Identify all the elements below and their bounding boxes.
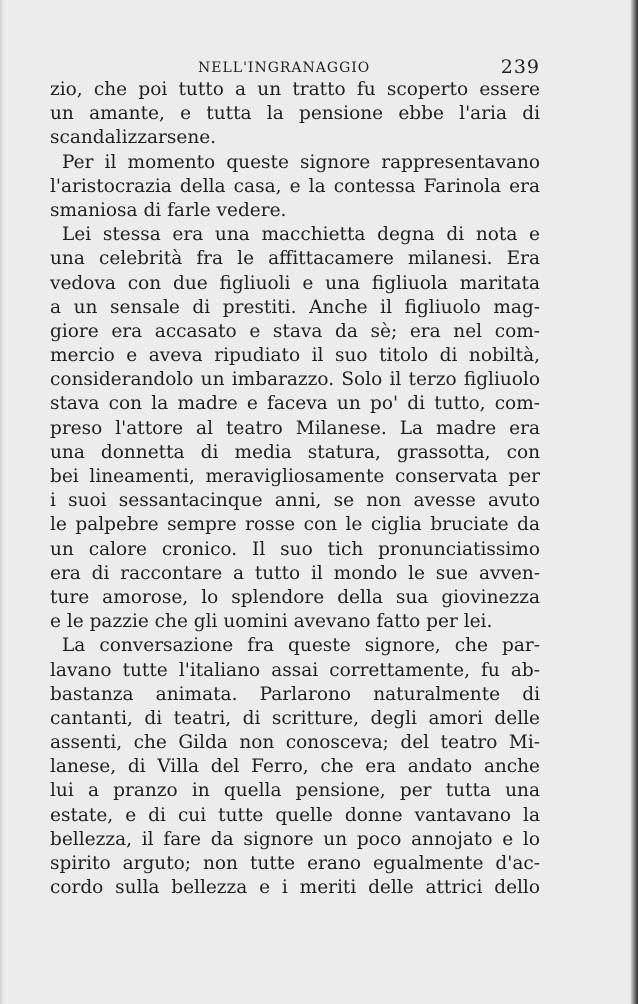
text-line: una celebrità fra le affittacamere milanesi. Era: [50, 248, 540, 270]
text-line: estate, e di cui tutte quelle donne vantavano la: [50, 804, 540, 826]
text-line: una donnetta di media statura, grassotta, con: [50, 441, 540, 463]
text-line: zio, che poi tutto a un tratto fu scoperto essere: [50, 79, 540, 100]
text-line: le palpebre sempre rosse con le ciglia bruciate da: [50, 514, 540, 536]
text-line: bei lineamenti, meravigliosamente conservata per: [50, 466, 540, 487]
text-line: un amante, e tutta la pensione ebbe l'aria di: [50, 103, 540, 125]
text-line: bellezza, il fare da signore un poco annojato e lo: [50, 828, 540, 850]
book-spine-shadow: [630, 0, 638, 1004]
text-line: Lei stessa era una macchietta degna di nota e: [62, 224, 540, 246]
text-line: e le pazzie che gli uomini avevano fatto per lei.: [50, 611, 493, 633]
text-line: era di raccontare a tutto il mondo le sue avven-: [50, 562, 540, 584]
text-line: i suoi sessantacinque anni, se non avesse avuto: [50, 490, 540, 512]
text-line: vedova con due figliuoli e una figliuola maritata: [50, 272, 540, 294]
body-text: [50, 78, 540, 900]
running-title: NELL'INGRANAGGIO: [198, 60, 371, 76]
text-line: preso l'attore al teatro Milanese. La madre era: [50, 417, 540, 439]
text-line: l'aristocrazia della casa, e la contessa Farinola era: [50, 175, 540, 197]
text-line: lavano tutte l'italiano assai correttamente, fu ab-: [50, 659, 540, 681]
text-line: bastanza animata. Parlarono naturalmente di: [50, 683, 540, 705]
text-line: giore era accasato e stava da sè; era nel com-: [50, 320, 540, 342]
text-line: cantanti, di teatri, di scritture, degli amori delle: [50, 707, 540, 729]
text-line: un calore cronico. Il suo tich pronunciatissimo: [50, 538, 540, 560]
text-line: assenti, che Gilda non conosceva; del teatro Mi-: [50, 732, 540, 754]
text-line: lanese, di Villa del Ferro, che era andato anche: [50, 756, 540, 778]
text-line: scandalizzarsene.: [50, 127, 217, 149]
text-line: ture amorose, lo splendore della sua giovinezza: [50, 586, 540, 608]
text-line: mercio e aveva ripudiato il suo titolo di nobiltà,: [50, 345, 540, 367]
text-line: considerandolo un imbarazzo. Solo il terzo figliuolo: [50, 369, 540, 391]
text-line: stava con la madre e faceva un po' di tutto, com-: [50, 393, 540, 415]
text-line: spirito arguto; non tutte erano egualmente d'ac-: [50, 853, 540, 874]
text-line: Per il momento queste signore rappresentavano: [62, 151, 540, 173]
page-left-edge: [0, 0, 4, 1004]
text-line: a un sensale di prestiti. Anche il figliuolo mag-: [50, 296, 540, 318]
text-line: smaniosa di farle vedere.: [50, 199, 287, 221]
text-line: lui a pranzo in quella pensione, per tutta una: [50, 780, 540, 802]
text-line: La conversazione fra queste signore, che par-: [62, 635, 540, 657]
text-line: cordo sulla bellezza e i meriti delle attrici dello: [50, 877, 540, 899]
page-number: 239: [500, 56, 540, 78]
